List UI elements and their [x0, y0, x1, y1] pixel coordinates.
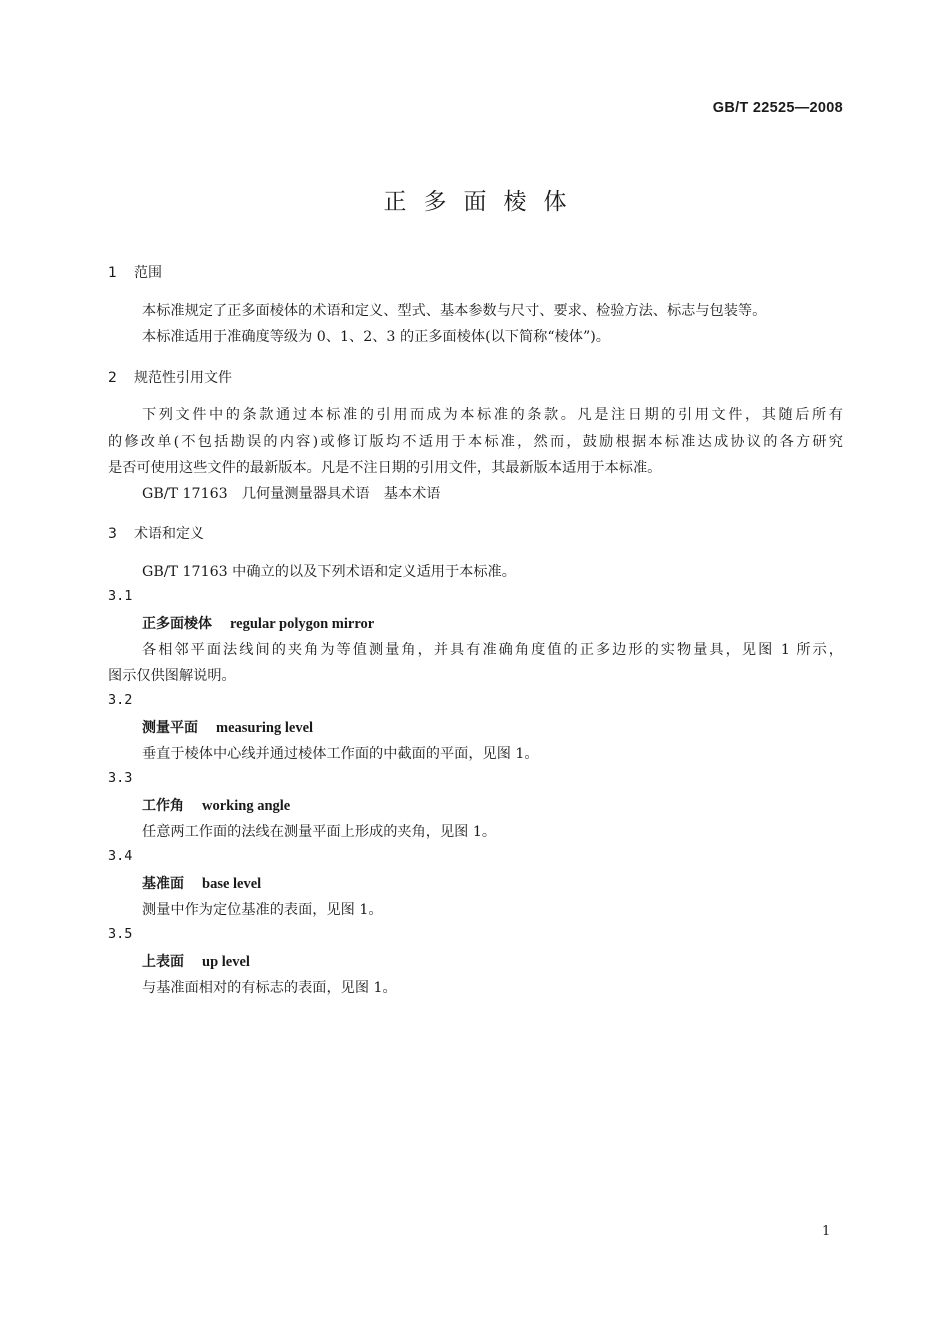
section-1-heading: [108, 262, 162, 282]
term-english: base level: [202, 876, 262, 892]
term-entry: [142, 717, 313, 737]
paragraph: 本标准规定了正多面棱体的术语和定义、型式、基本参数与尺寸、要求、检验方法、标志与包装等。: [142, 303, 767, 319]
section-number: 1: [108, 265, 117, 281]
section-title: 术语和定义: [134, 526, 204, 542]
term-entry: [142, 951, 250, 971]
term-chinese: 工作角: [142, 798, 184, 814]
term-english: regular polygon mirror: [230, 616, 375, 632]
clause-number: 3.4: [108, 848, 133, 864]
standard-number: GB/T 22525—2008: [712, 100, 843, 116]
term-entry: [142, 873, 261, 893]
term-english: up level: [202, 954, 250, 970]
document-title: 正多面棱体: [383, 189, 584, 215]
section-title: 规范性引用文件: [134, 370, 232, 386]
page-number: 1: [822, 1224, 831, 1239]
section-title: 范围: [134, 265, 162, 281]
term-chinese: 测量平面: [142, 720, 198, 736]
section-3-heading: [108, 523, 204, 543]
clause-number: 3.2: [108, 692, 133, 708]
term-entry: [142, 795, 290, 815]
term-english: measuring level: [216, 720, 314, 736]
definition-line: 各相邻平面法线间的夹角为等值测量角，并具有准确角度值的正多边形的实物量具，见图 1 所示，: [142, 642, 843, 658]
term-chinese: 正多面棱体: [142, 616, 212, 632]
definition-line: 图示仅供图解说明。: [108, 668, 236, 684]
normative-reference: GB/T 17163 几何量测量器具术语 基本术语: [142, 486, 441, 502]
term-entry: [142, 613, 374, 633]
section-2-heading: [108, 367, 232, 387]
clause-number: 3.3: [108, 770, 133, 786]
definition: 垂直于棱体中心线并通过棱体工作面的中截面的平面，见图 1。: [142, 746, 539, 762]
paragraph: 本标准适用于准确度等级为 0、1、2、3 的正多面棱体(以下简称“棱体”)。: [142, 329, 610, 345]
paragraph: GB/T 17163 中确立的以及下列术语和定义适用于本标准。: [142, 564, 516, 580]
paragraph-line: 下列文件中的条款通过本标准的引用而成为本标准的条款。凡是注日期的引用文件，其随后所有: [142, 407, 843, 423]
term-chinese: 上表面: [142, 954, 184, 970]
definition: 与基准面相对的有标志的表面，见图 1。: [142, 980, 397, 996]
paragraph-line: 的修改单(不包括勘误的内容)或修订版均不适用于本标准，然而，鼓励根据本标准达成协议的各方研究: [108, 434, 843, 450]
clause-number: 3.1: [108, 588, 133, 604]
term-chinese: 基准面: [142, 876, 184, 892]
clause-number: 3.5: [108, 926, 133, 942]
definition: 任意两工作面的法线在测量平面上形成的夹角，见图 1。: [142, 824, 497, 840]
section-number: 3: [108, 526, 117, 542]
paragraph-line: 是否可使用这些文件的最新版本。凡是不注日期的引用文件，其最新版本适用于本标准。: [108, 460, 662, 476]
definition: 测量中作为定位基准的表面，见图 1。: [142, 902, 383, 918]
section-number: 2: [108, 370, 117, 386]
term-english: working angle: [202, 798, 291, 814]
